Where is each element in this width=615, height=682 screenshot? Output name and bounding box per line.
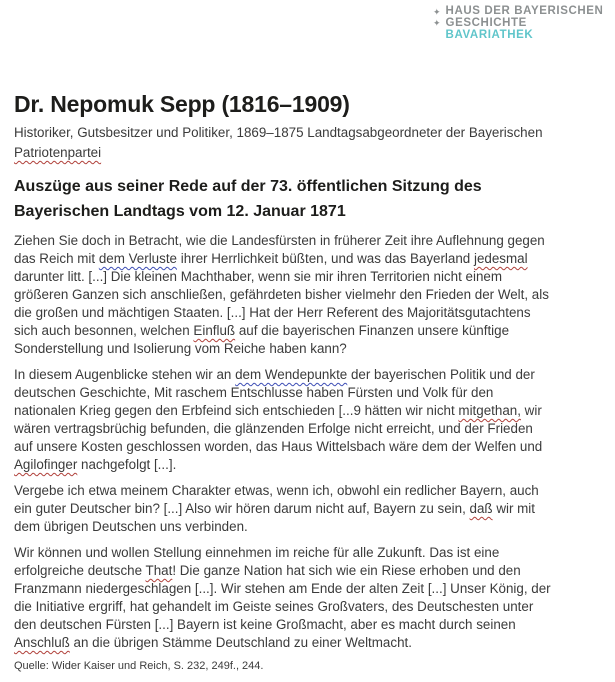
text-segment: wir mit xyxy=(492,501,536,516)
text-segment: auf unsere Kosten geschlossen worden, das Haus Wittelsbach wäre dem der Welfen und xyxy=(14,439,543,454)
speech-heading xyxy=(14,174,590,224)
misspelled-word: Patriotenpartei xyxy=(14,145,102,160)
hdbg-logo xyxy=(433,6,603,42)
text-segment: ein guter Deutscher bin? [...] Also wir hören darum nicht auf, Bayern zu sein, xyxy=(14,501,470,516)
text-segment: wären vertragsbrüchig befunden, die glänzenden Erfolge nicht erreicht, und der Frieden xyxy=(14,421,533,436)
text-segment: der bayerischen Politik und der xyxy=(347,367,535,382)
text-segment: größeren Ganzen sich anschließen, gefährdeten bisher vielmehr den Frieden der Welt, als xyxy=(14,287,549,302)
diamond-star-glyph-bottom: ✦ xyxy=(433,18,441,28)
text-segment: wir xyxy=(520,403,542,418)
diamond-star-glyph-top: ✦ xyxy=(433,7,441,17)
misspelled-word: daß xyxy=(469,501,493,516)
diamond-stars-icon xyxy=(433,6,441,29)
text-segment: Wir können und wollen Stellung einnehmen im reiche für alle Zukunft. Das ist eine xyxy=(14,545,500,560)
misspelled-word: jedesmal xyxy=(473,251,528,266)
logo-line-haus-der-bayerischen: HAUS DER BAYERISCHEN xyxy=(445,5,604,17)
text-segment: die Initiative ergriff, hat gehandelt im Geiste seines Großvaters, des Deutschesten unter xyxy=(14,599,534,614)
text-segment: sich auch besonnen, welchen xyxy=(14,323,194,338)
text-segment: ihrer Herrlichkeit büßten, und was das Bayerland xyxy=(177,251,474,266)
misspelled-word: Einfluß xyxy=(193,323,236,338)
text-segment: darunter litt. [...] Die kleinen Machthaber, wenn sie mir ihren Territorien nicht einem xyxy=(14,269,502,284)
logo-text xyxy=(446,6,604,42)
source-citation: Quelle: Wider Kaiser und Reich, S. 232, 249f., 244. xyxy=(14,660,264,672)
text-segment: auf die bayerischen Finanzen unsere künftige xyxy=(235,323,510,338)
text-segment: nachgefolgt [...]. xyxy=(77,457,177,472)
text-segment: ! Die ganze Nation hat sich wie ein Riese erhoben und den xyxy=(172,563,521,578)
misspelled-word: dem Verluste xyxy=(98,251,177,266)
text-segment: Franzmann niedergeschlagen [...]. Wir stehen am Ende der alten Zeit [...] Unser König, der xyxy=(14,581,551,596)
speech-paragraph-2 xyxy=(14,366,590,474)
misspelled-word: Agilofinger xyxy=(14,457,78,472)
speech-paragraph-3 xyxy=(14,482,590,536)
text-segment: In diesem Augenblicke stehen wir an xyxy=(14,367,236,382)
text-segment: Ziehen Sie doch in Betracht, wie die Landesfürsten in früherer Zeit ihre Auflehnung gegen xyxy=(14,233,545,248)
text-segment: Auszüge aus seiner Rede auf der 73. öffentlichen Sitzung des xyxy=(14,178,482,195)
page-title: Dr. Nepomuk Sepp (1816–1909) xyxy=(14,91,350,117)
speech-paragraph-1 xyxy=(14,232,590,358)
text-segment: Vergebe ich etwa meinem Charakter etwas, wenn ich, obwohl ein redlicher Bayern, auch xyxy=(14,483,539,498)
text-segment: an die übrigen Stämme Deutschland zu einer Weltmacht. xyxy=(69,635,412,650)
misspelled-word: dem Wendepunkte xyxy=(235,367,348,382)
text-segment: Sonderstellung und Isolierung vom Reiche haben kann? xyxy=(14,341,347,356)
text-segment: das Reich mit xyxy=(14,251,99,266)
text-segment: Historiker, Gutsbesitzer und Politiker, 1869–1875 Landtagsabgeordneter der Bayerischen xyxy=(14,125,543,140)
text-segment: den deutschen Fürsten [...] Bayern ist keine Großmacht, aber es macht durch seinen xyxy=(14,617,516,632)
text-segment: Bayerischen Landtags vom 12. Januar 1871 xyxy=(14,203,346,220)
misspelled-word: That xyxy=(145,563,173,578)
text-segment: deutschen Geschichte, Mit raschem Entschlusse haben Fürsten und Volk für den xyxy=(14,385,494,400)
text-segment: nationalen Krieg gegen den Erbfeind sich entschieden [...9 hätten wir nicht xyxy=(14,403,459,418)
misspelled-word: Anschluß xyxy=(14,635,70,650)
text-segment: die großen und mächtigen Staaten. [...] Hat der Herr Referent des Majoritätsgutachtens xyxy=(14,305,531,320)
logo-line-geschichte: GESCHICHTE xyxy=(445,16,527,29)
person-subtitle xyxy=(14,123,590,163)
text-segment: erfolgreiche deutsche xyxy=(14,563,146,578)
speech-paragraph-4 xyxy=(14,544,590,652)
text-segment: dem übrigen Deutschen uns verbinden. xyxy=(14,519,248,534)
misspelled-word: mitgethan, xyxy=(458,403,521,418)
logo-line-bavariathek: BAVARIATHEK xyxy=(445,29,534,41)
